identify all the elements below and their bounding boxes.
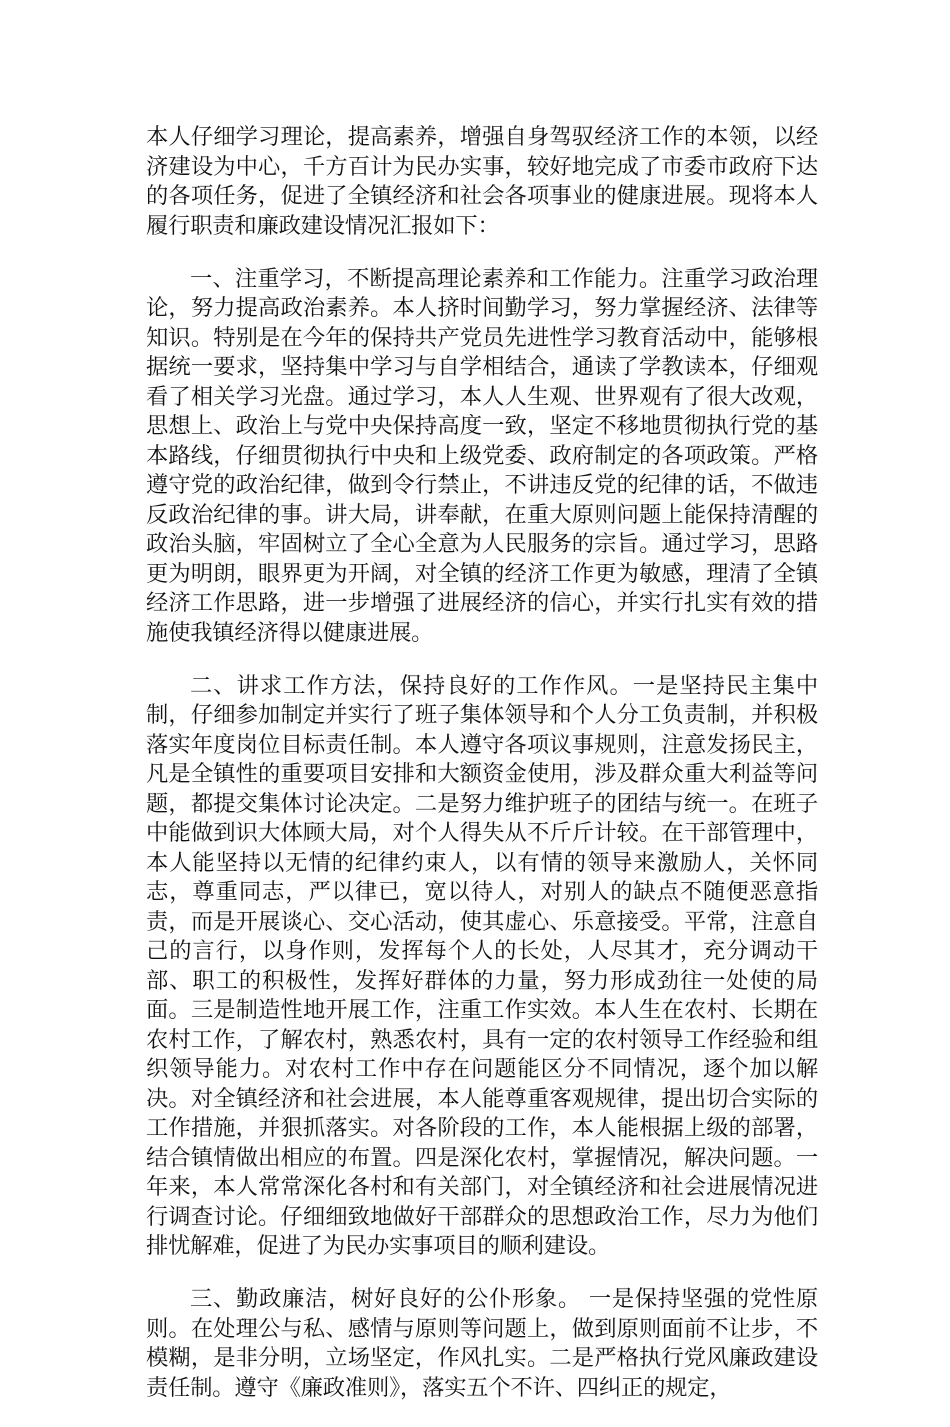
document-body — [146, 123, 818, 1427]
paragraph-intro: 本人仔细学习理论，提高素养，增强自身驾驭经济工作的本领，以经济建设为中心，千方百计为民办实事，较好地完成了市委市政府下达的各项任务，促进了全镇经济和社会各项事业的健康进展。现将本人履行职责和廉政建设情况汇报如下： — [146, 124, 818, 239]
paragraph-section-2: 二、讲求工作方法，保持良好的工作作风。一是坚持民主集中制，仔细参加制定并实行了班子集体领导和个人分工负责制，并积极落实年度岗位目标责任制。本人遵守各项议事规则，注意发扬民主，凡是全镇性的重要项目安排和大额资金使用，涉及群众重大利益等问题，都提交集体讨论决定。二是努力维护班子的团结与统一。在班子中能做到识大体顾大局，对个人得失从不斤斤计较。在干部管理中，本人能坚持以无情的纪律约束人，以有情的领导来激励人，关怀同志，尊重同志，严以律已，宽以待人，对别人的缺点不随便恶意指责，而是开展谈心、交心活动，使其虚心、乐意接受。平常，注意自己的言行，以身作则，发挥每个人的长处，人尽其才，充分调动干部、职工的积极性，发挥好群体的力量，努力形成劲往一处使的局面。三是制造性地开展工作，注重工作实效。本人生在农村、长期在农村工作，了解农村，熟悉农村，具有一定的农村领导工作经验和组织领导能力。对农村工作中存在问题能区分不同情况，逐个加以解决。对全镇经济和社会进展，本人能尊重客观规律，提出切合实际的工作措施，并狠抓落实。对各阶段的工作，本人能根据上级的部署，结合镇情做出相应的布置。四是深化农村，掌握情况，解决问题。一年来，本人常常深化各村和有关部门，对全镇经济和社会进展情况进行调查讨论。仔细细致地做好干部群众的思想政治工作，尽力为他们排忧解难，促进了为民办实事项目的顺利建设。 — [146, 672, 818, 1259]
paragraph-section-3: 三、勤政廉洁，树好良好的公仆形象。 一是保持坚强的党性原则。在处理公与私、感情与原则等问题上，做到原则面前不让步，不模糊，是非分明，立场坚定，作风扎实。二是严格执行党风廉政建设责任制。遵守《廉政准则》，落实五个不许、四纠正的规定， — [146, 1286, 818, 1401]
paragraph-section-1: 一、注重学习，不断提高理论素养和工作能力。注重学习政治理论，努力提高政治素养。本人挤时间勤学习，努力掌握经济、法律等知识。特别是在今年的保持共产党员先进性学习教育活动中，能够根据统一要求，坚持集中学习与自学相结合，通读了学教读本，仔细观看了相关学习光盘。通过学习，本人人生观、世界观有了很大改观，思想上、政治上与党中央保持高度一致，坚定不移地贯彻执行党的基本路线，仔细贯彻执行中央和上级党委、政府制定的各项政策。严格遵守党的政治纪律，做到令行禁止，不讲违反党的纪律的话，不做违反政治纪律的事。讲大局，讲奉献，在重大原则问题上能保持清醒的政治头脑，牢固树立了全心全意为人民服务的宗旨。通过学习，思路更为明朗，眼界更为开阔，对全镇的经济工作更为敏感，理清了全镇经济工作思路，进一步增强了进展经济的信心，并实行扎实有效的措施使我镇经济得以健康进展。 — [146, 265, 818, 646]
